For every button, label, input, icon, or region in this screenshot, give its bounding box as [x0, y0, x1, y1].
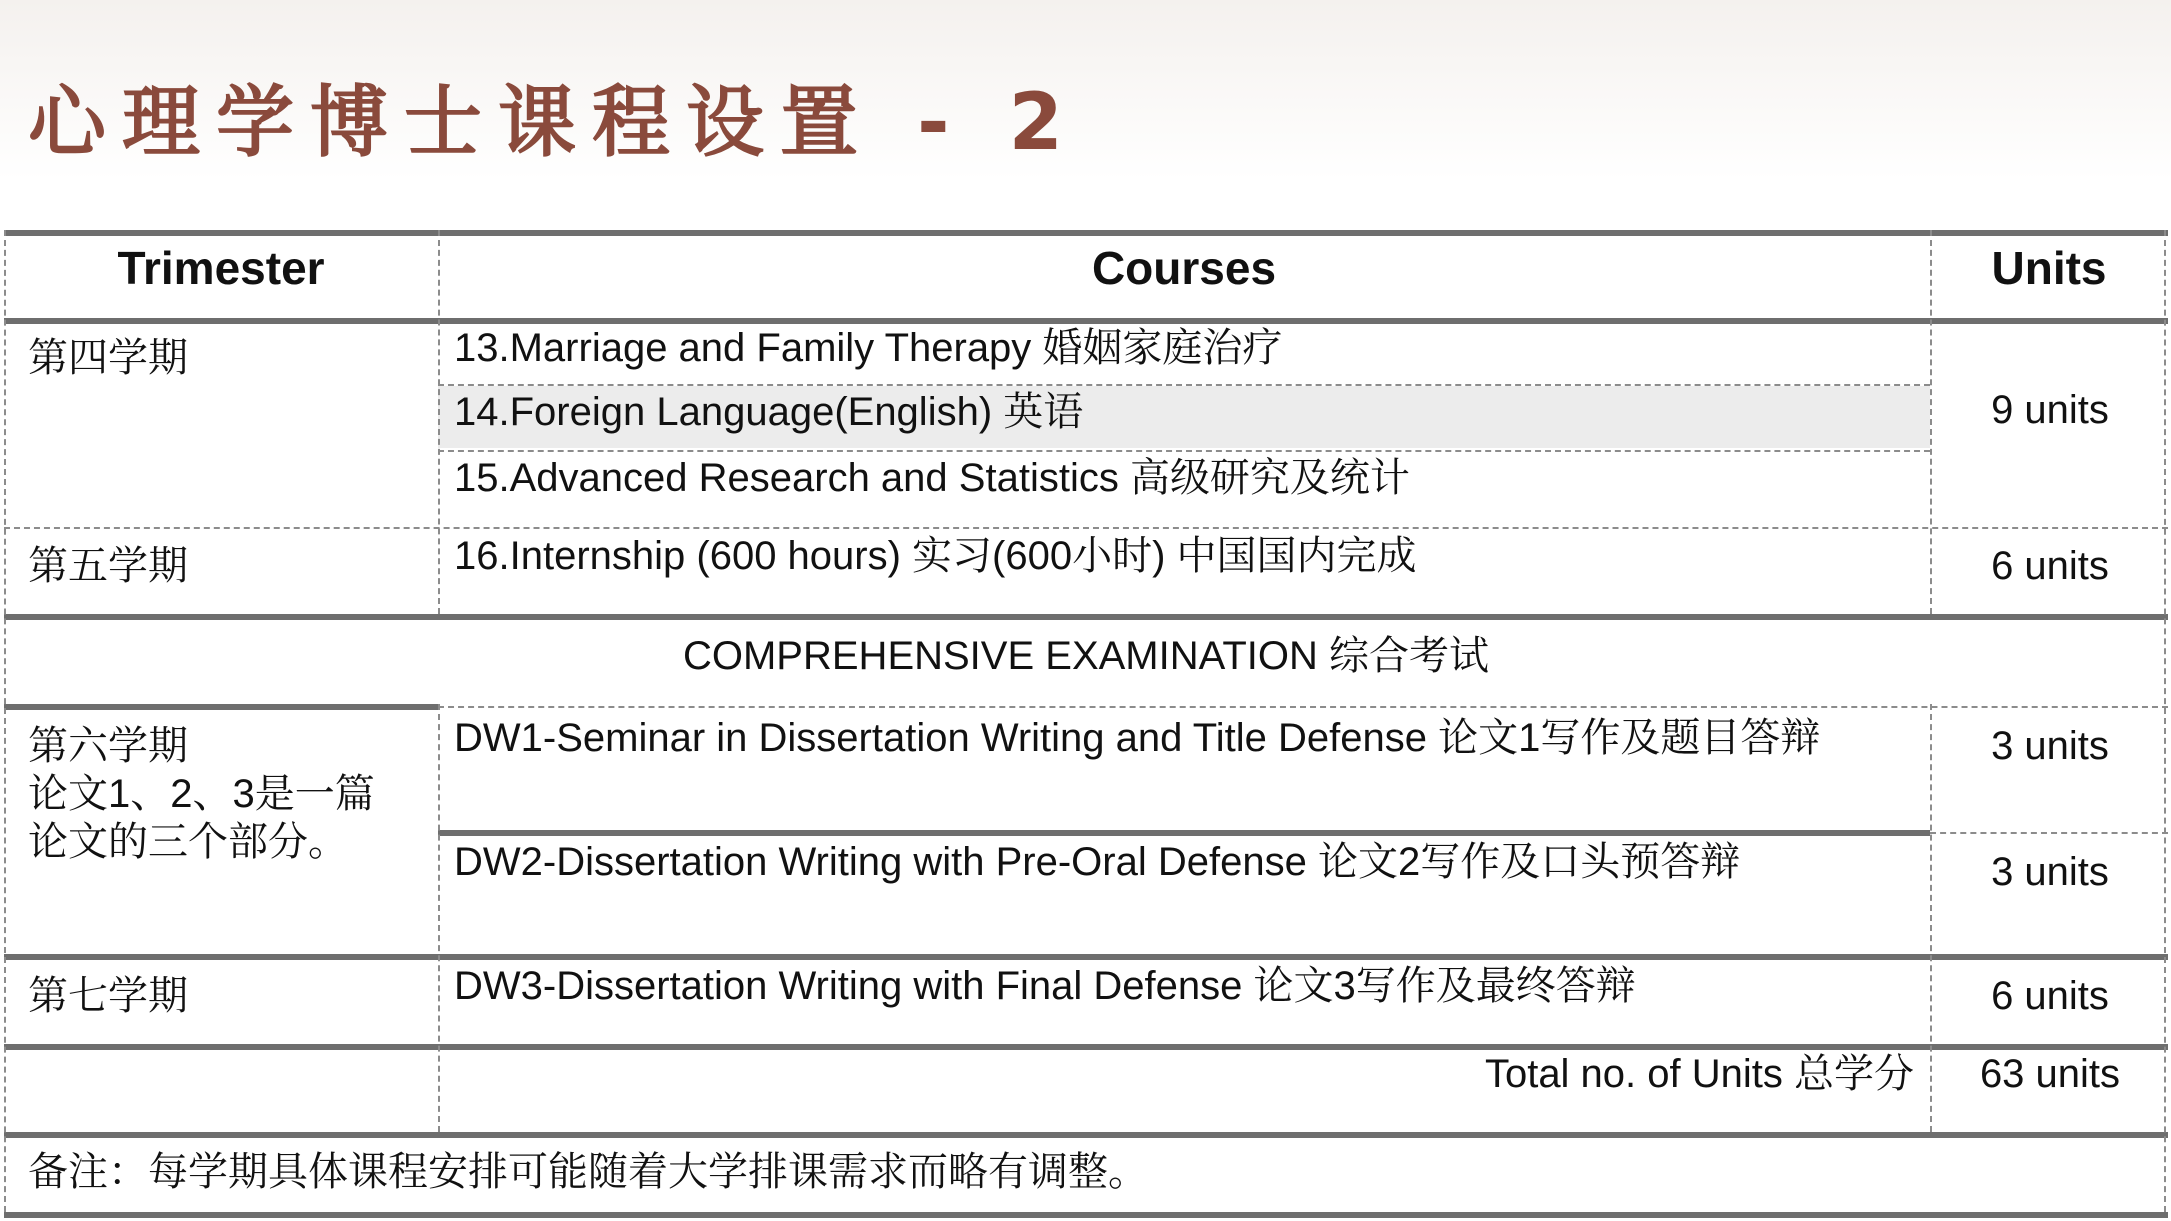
row-divider: [4, 704, 438, 710]
trimester-label: 第五学期: [28, 544, 188, 588]
trimester-note: 论文的三个部分。: [28, 820, 348, 864]
total-label: Total no. of Units 总学分: [1484, 1052, 1914, 1096]
row-divider: [438, 450, 1930, 452]
row-divider: [438, 830, 1930, 836]
row-divider: [438, 706, 2168, 708]
table-top-border: [4, 230, 2168, 236]
row-divider: [4, 1132, 2168, 1138]
curriculum-table: [4, 230, 2168, 1218]
units-value: 9 units: [1991, 388, 2109, 432]
course-item: 14.Foreign Language(English) 英语: [454, 390, 1084, 434]
trimester-note: 论文1、2、3是一篇: [28, 772, 375, 816]
course-item: DW2-Dissertation Writing with Pre-Oral Defense 论文2写作及口头预答辩: [454, 840, 1741, 884]
course-item: DW3-Dissertation Writing with Final Defense 论文3写作及最终答辩: [454, 964, 1636, 1008]
course-item: 16.Internship (600 hours) 实习(600小时) 中国国内完成: [454, 534, 1417, 578]
table-left-border: [4, 230, 6, 1212]
footnote: 备注：每学期具体课程安排可能随着大学排课需求而略有调整。: [28, 1150, 1148, 1194]
header-courses: Courses: [1091, 242, 1277, 294]
units-value: 3 units: [1991, 724, 2109, 768]
trimester-label: 第七学期: [28, 974, 188, 1018]
trimester-label: 第四学期: [28, 336, 188, 380]
row-divider: [1930, 832, 2168, 834]
units-value: 3 units: [1991, 850, 2109, 894]
course-item: 13.Marriage and Family Therapy 婚姻家庭治疗: [454, 326, 1283, 370]
row-divider: [4, 527, 2168, 529]
row-divider: [4, 614, 2168, 620]
header-units: Units: [1991, 242, 2107, 294]
course-item: DW1-Seminar in Dissertation Writing and Title Defense 论文1写作及题目答辩: [454, 716, 1821, 760]
trimester-label: 第六学期: [28, 724, 188, 768]
exam-banner: COMPREHENSIVE EXAMINATION 综合考试: [682, 634, 1489, 678]
header-trimester: Trimester: [117, 242, 325, 294]
row-divider: [438, 384, 1930, 386]
units-value: 6 units: [1991, 544, 2109, 588]
page-title: 心理学博士课程设置 - 2: [28, 78, 1079, 168]
course-item: 15.Advanced Research and Statistics 高级研究及统计: [454, 456, 1410, 500]
units-value: 6 units: [1991, 974, 2109, 1018]
table-bottom-border: [4, 1212, 2168, 1218]
total-units: 63 units: [1979, 1052, 2121, 1096]
row-divider: [4, 954, 2168, 960]
